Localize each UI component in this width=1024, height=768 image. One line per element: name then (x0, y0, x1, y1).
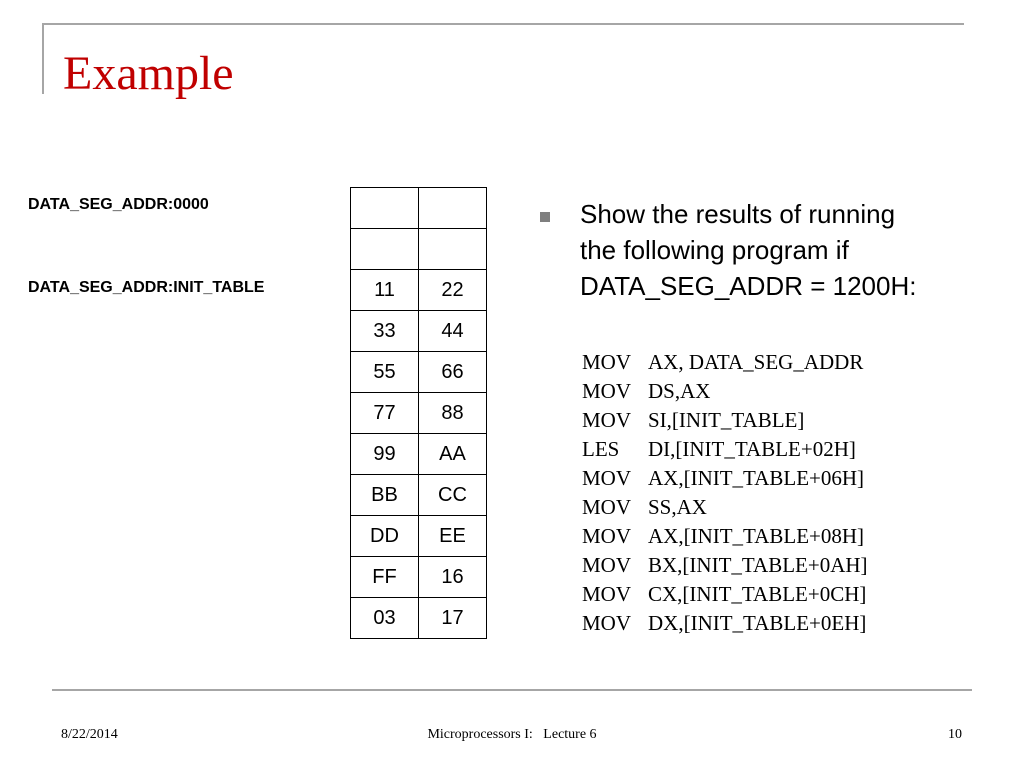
memory-cell: 33 (351, 311, 419, 352)
memory-cell: AA (419, 434, 487, 475)
bullet-line: the following program if (580, 235, 849, 265)
code-opcode: MOV (582, 350, 632, 374)
memory-cell: CC (419, 475, 487, 516)
code-line (582, 609, 868, 638)
code-operands: AX,[INIT_TABLE+06H] (648, 466, 865, 490)
memory-row (351, 311, 487, 352)
memory-row (351, 557, 487, 598)
memory-cell: 17 (419, 598, 487, 639)
memory-row (351, 393, 487, 434)
code-operands: BX,[INIT_TABLE+0AH] (648, 553, 868, 577)
code-opcode: MOV (582, 524, 632, 548)
bullet-line: Show the results of running (580, 199, 896, 229)
label-seg-addr: DATA_SEG_ADDR:0000 (28, 196, 209, 213)
memory-cell: 66 (419, 352, 487, 393)
code-operands: SS,AX (648, 495, 707, 519)
code-opcode: MOV (582, 466, 632, 490)
memory-cell: EE (419, 516, 487, 557)
memory-cell: 88 (419, 393, 487, 434)
code-line (582, 435, 868, 464)
code-opcode: LES (582, 437, 620, 461)
code-operands: SI,[INIT_TABLE] (648, 408, 805, 432)
memory-row (351, 475, 487, 516)
footer-date: 8/22/2014 (61, 727, 118, 742)
code-line (582, 377, 868, 406)
memory-row (351, 270, 487, 311)
assembly-code-block (582, 348, 868, 638)
code-line (582, 580, 868, 609)
label-init-table: DATA_SEG_ADDR:INIT_TABLE (28, 279, 265, 296)
memory-cell: FF (351, 557, 419, 598)
memory-row (351, 598, 487, 639)
memory-cell: 22 (419, 270, 487, 311)
memory-cell: BB (351, 475, 419, 516)
code-line (582, 348, 868, 377)
code-opcode: MOV (582, 582, 632, 606)
bullet-line: DATA_SEG_ADDR = 1200H: (580, 271, 917, 301)
code-operands: DI,[INIT_TABLE+02H] (648, 437, 856, 461)
slide-title: Example (63, 47, 234, 100)
memory-cell: DD (351, 516, 419, 557)
code-operands: AX,[INIT_TABLE+08H] (648, 524, 865, 548)
memory-table (350, 187, 487, 639)
memory-row (351, 352, 487, 393)
memory-cell: 99 (351, 434, 419, 475)
code-operands: DS,AX (648, 379, 711, 403)
code-line (582, 406, 868, 435)
memory-row (351, 516, 487, 557)
memory-cell (419, 229, 487, 270)
footer-page-number: 10 (948, 727, 962, 742)
code-operands: DX,[INIT_TABLE+0EH] (648, 611, 867, 635)
memory-cell: 55 (351, 352, 419, 393)
code-opcode: MOV (582, 408, 632, 432)
memory-cell (419, 188, 487, 229)
code-line (582, 493, 868, 522)
code-opcode: MOV (582, 611, 632, 635)
bullet-square-icon (540, 212, 550, 222)
memory-row (351, 188, 487, 229)
frame-top-line (42, 23, 964, 25)
memory-cell: 77 (351, 393, 419, 434)
code-line (582, 464, 868, 493)
footer-course (0, 727, 1024, 743)
code-opcode: MOV (582, 495, 632, 519)
frame-left-line (42, 23, 44, 94)
code-line (582, 551, 868, 580)
bullet-text (580, 196, 1020, 304)
memory-cell: 11 (351, 270, 419, 311)
footer-course-text: Microprocessors I: Lecture 6 (427, 727, 597, 742)
code-operands: CX,[INIT_TABLE+0CH] (648, 582, 867, 606)
memory-cell: 03 (351, 598, 419, 639)
code-operands: AX, DATA_SEG_ADDR (648, 350, 864, 374)
memory-cell: 16 (419, 557, 487, 598)
code-line (582, 522, 868, 551)
memory-cell: 44 (419, 311, 487, 352)
code-opcode: MOV (582, 553, 632, 577)
memory-row (351, 434, 487, 475)
memory-cell (351, 229, 419, 270)
code-opcode: MOV (582, 379, 632, 403)
memory-row (351, 229, 487, 270)
memory-cell (351, 188, 419, 229)
footer-divider (52, 689, 972, 691)
